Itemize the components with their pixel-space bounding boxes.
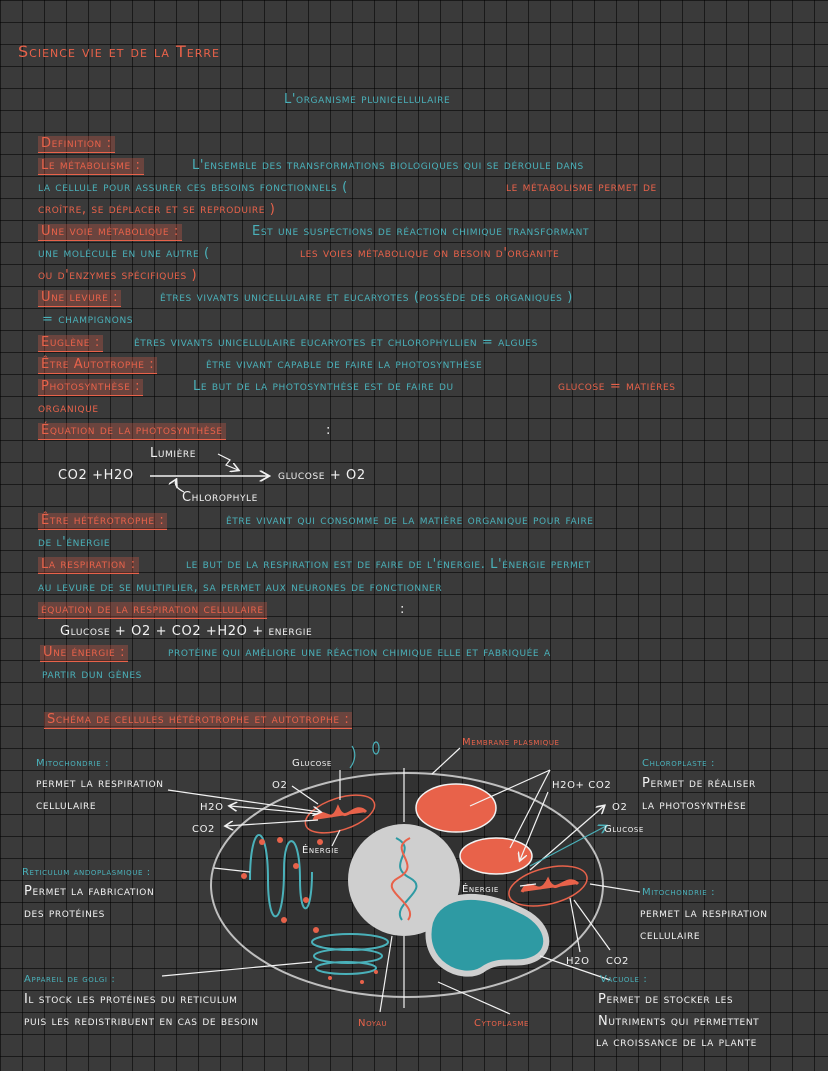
- label-h2o-left: H2O: [200, 802, 224, 813]
- label-o2-right: O2: [612, 802, 628, 813]
- label-co2-bottom: CO2: [606, 956, 630, 967]
- equation-respiration: Glucose + O2 + CO2 +H2O + energie: [60, 624, 313, 639]
- lightning-icon: [218, 454, 238, 470]
- def-photo-line2: organique: [38, 401, 99, 416]
- def-voie-line3: ou d'enzymes spécifiques ): [38, 268, 198, 283]
- label-vacuole-title: Vacuole :: [600, 974, 648, 985]
- label-golgi-l2: puis les redistribuent en cas de besoin: [24, 1014, 259, 1029]
- equation-products: glucose + O2: [278, 468, 366, 483]
- equation-respiration-colon: :: [400, 602, 405, 617]
- def-levure-line2: = champignons: [42, 312, 134, 327]
- def-metabolisme-line1: L'ensemble des transformations biologiques qui se déroule dans: [192, 158, 584, 173]
- term-metabolisme: Le métabolisme :: [38, 158, 144, 175]
- term-energie: Une énergie :: [40, 645, 128, 662]
- definition-heading: Definition :: [38, 136, 115, 153]
- label-golgi-l1: Il stock les protéines du reticulum: [24, 992, 238, 1007]
- equation-lumiere: Lumière: [150, 446, 197, 461]
- label-energie-right: Énergie: [462, 884, 499, 895]
- def-energie-line1: protéine qui améliore une réaction chimique elle et fabriquée a: [168, 645, 551, 660]
- term-levure: Une levure :: [38, 290, 121, 307]
- chloroplast-1: [416, 784, 496, 832]
- term-autotrophe: Être Autotrophe :: [38, 357, 157, 374]
- label-glucose-top: Glucose: [292, 758, 332, 769]
- label-mitochondrie-left-l1: permet la respiration: [36, 776, 164, 791]
- label-vacuole-l3: la croissance de la plante: [596, 1035, 757, 1050]
- def-resp-line1: le but de la respiration est de faire de l'énergie. L'énergie permet: [186, 557, 591, 572]
- label-mitochondrie-left-l2: cellulaire: [36, 798, 97, 813]
- term-euglene: Euglène :: [38, 335, 103, 352]
- def-resp-line2: au levure de se multiplier, sa permet aux neurones de fonctionner: [38, 580, 443, 595]
- label-energie-left: Énergie: [302, 845, 339, 856]
- def-voie-line2a: une molécule en une autre (: [38, 246, 210, 261]
- label-reticulum-l1: Permet la fabrication: [24, 884, 155, 899]
- term-photosynthese: Photosynthèse :: [38, 379, 143, 396]
- label-co2-left: CO2: [192, 824, 216, 835]
- label-noyau: Noyau: [358, 1018, 388, 1029]
- term-equation-photosynthese: Équation de la photosynthèse: [38, 423, 226, 440]
- label-chloroplaste-title: Chloroplaste :: [642, 758, 715, 769]
- label-mitochondrie-left-title: Mitochondrie :: [36, 758, 110, 769]
- def-metabolisme-line2b: le métabolisme permet de: [506, 180, 657, 195]
- term-heterotrophe: Être hétérotrophe :: [38, 513, 167, 530]
- def-photo-line1a: Le but de la photosynthèse est de faire du: [193, 379, 454, 394]
- equation-reactants: CO2 +H2O: [58, 468, 134, 483]
- term-voie-metabolique: Une voie métabolique :: [38, 224, 182, 241]
- term-respiration: La respiration :: [38, 557, 139, 574]
- term-equation-respiration: équation de la respiration cellulaire: [38, 602, 267, 619]
- label-mitochondrie-right-title: Mitochondrie :: [642, 887, 716, 898]
- def-metabolisme-line2a: la cellule pour assurer ces besoins fonctionnels (: [38, 180, 348, 195]
- def-autotrophe-line1: être vivant capable de faire la photosynthèse: [206, 357, 483, 372]
- equation-photosynthese-colon: :: [326, 423, 331, 438]
- page-subtitle: L'organisme plunicellulaire: [284, 92, 451, 107]
- label-mitochondrie-right-l2: cellulaire: [640, 928, 701, 943]
- label-vacuole-l1: Permet de stocker les: [598, 992, 734, 1007]
- label-chloroplaste-l2: la photosynthèse: [642, 798, 747, 813]
- schema-heading: Schéma de cellules hétérotrophe et autotrophe :: [44, 712, 352, 729]
- def-photo-line1b: glucose = matières: [558, 379, 676, 394]
- def-voie-line1: Est une suspections de réaction chimique transformant: [252, 224, 590, 239]
- def-energie-line2: partir dun gènes: [42, 667, 142, 682]
- label-glucose-right: Glucose: [604, 824, 644, 835]
- label-reticulum-l2: des protéines: [24, 906, 105, 921]
- def-euglene-line1: êtres vivants unicellulaire eucaryotes et chlorophyllien = algues: [134, 335, 538, 350]
- label-vacuole-l2: Nutriments qui permettent: [598, 1014, 760, 1029]
- page-title: Science vie et de la Terre: [18, 42, 220, 61]
- label-reticulum-title: Reticulum andoplasmique :: [22, 867, 151, 878]
- label-o2-top: O2: [272, 780, 288, 791]
- label-golgi-title: Appareil de golgi :: [24, 974, 116, 985]
- def-hetero-line1: être vivant qui consomme de la matière organique pour faire: [226, 513, 594, 528]
- def-voie-line2b: les voies métabolique on besoin d'organite: [300, 246, 560, 261]
- label-chloroplaste-l1: Permet de réaliser: [642, 776, 756, 791]
- def-hetero-line2: de l'énergie: [38, 535, 111, 550]
- def-metabolisme-line3: croître, se déplacer et se reproduire ): [38, 202, 276, 217]
- label-cytoplasme: Cytoplasme: [474, 1018, 530, 1029]
- label-h2o-bottom: H2O: [566, 956, 590, 967]
- def-levure-line1: êtres vivants unicellulaire et eucaryotes (possède des organiques ): [160, 290, 573, 305]
- label-mitochondrie-right-l1: permet la respiration: [640, 906, 768, 921]
- label-membrane: Membrane plasmique: [462, 737, 560, 748]
- equation-chlorophyle: Chlorophyle: [182, 490, 258, 505]
- label-h2o-co2: H2O+ CO2: [552, 780, 612, 791]
- chlorophyle-arrow: [175, 480, 184, 492]
